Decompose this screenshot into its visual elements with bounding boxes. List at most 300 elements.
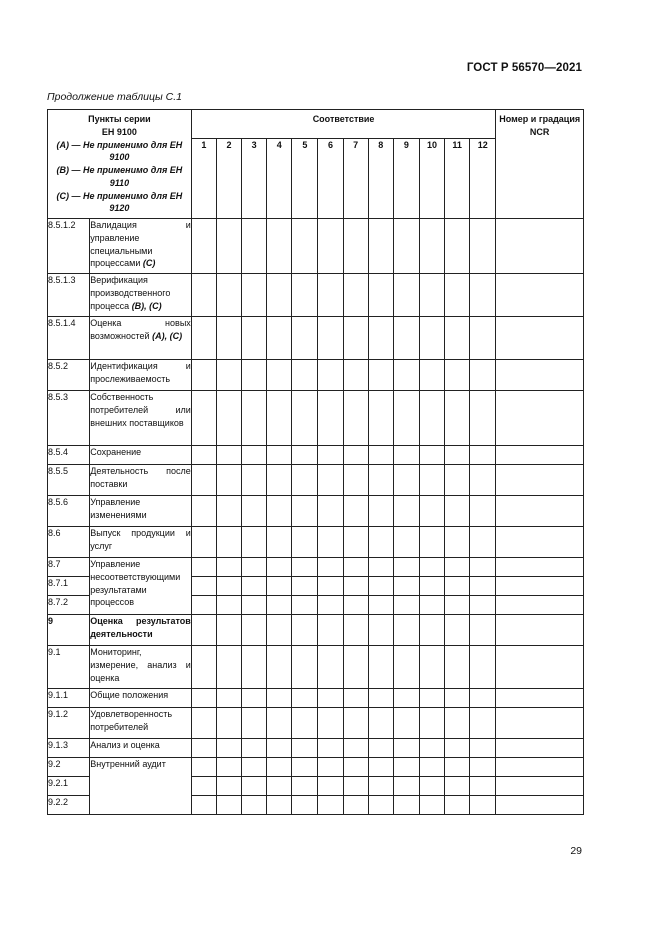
compliance-cell[interactable] [191,796,216,815]
compliance-cell[interactable] [267,577,292,596]
compliance-cell[interactable] [292,317,318,360]
compliance-cell[interactable] [419,708,444,739]
compliance-cell[interactable] [242,446,267,465]
ncr-cell[interactable] [496,796,584,815]
compliance-cell[interactable] [216,496,241,527]
compliance-cell[interactable] [216,596,241,615]
compliance-cell[interactable] [216,615,241,646]
compliance-cell[interactable] [368,615,393,646]
table-caption: Продолжение таблицы С.1 [47,91,182,103]
clause-title [90,391,192,446]
compliance-cell[interactable] [368,777,393,796]
column-number: 12 [470,139,496,219]
compliance-cell[interactable] [470,527,496,558]
compliance-cell[interactable] [191,615,216,646]
compliance-cell[interactable] [318,446,343,465]
compliance-cell[interactable] [191,577,216,596]
compliance-cell[interactable] [419,219,444,274]
compliance-cell[interactable] [343,577,368,596]
compliance-cell[interactable] [419,558,444,577]
compliance-cell[interactable] [419,274,444,317]
compliance-cell[interactable] [470,360,496,391]
compliance-cell[interactable] [267,360,292,391]
compliance-cell[interactable] [267,596,292,615]
compliance-cell[interactable] [445,446,470,465]
ncr-cell[interactable] [496,317,584,360]
compliance-cell[interactable] [445,777,470,796]
compliance-cell[interactable] [393,527,419,558]
compliance-cell[interactable] [292,758,318,777]
compliance-cell[interactable] [191,558,216,577]
compliance-cell[interactable] [419,739,444,758]
compliance-cell[interactable] [343,465,368,496]
ncr-cell[interactable] [496,689,584,708]
header-note-a: (A) — Не применимо для ЕН 9100 [56,139,183,163]
compliance-cell[interactable] [343,689,368,708]
compliance-cell[interactable] [470,758,496,777]
compliance-cell[interactable] [343,317,368,360]
compliance-cell[interactable] [419,527,444,558]
compliance-cell[interactable] [445,758,470,777]
compliance-cell[interactable] [368,496,393,527]
compliance-cell[interactable] [445,391,470,446]
compliance-cell[interactable] [318,391,343,446]
compliance-cell[interactable] [267,796,292,815]
compliance-cell[interactable] [318,317,343,360]
clause-number: 8.5.6 [48,496,90,527]
ncr-cell[interactable] [496,496,584,527]
compliance-cell[interactable] [242,465,267,496]
compliance-cell[interactable] [368,465,393,496]
compliance-cell[interactable] [242,527,267,558]
compliance-cell[interactable] [292,558,318,577]
compliance-cell[interactable] [393,777,419,796]
ncr-cell[interactable] [496,274,584,317]
compliance-cell[interactable] [368,391,393,446]
compliance-cell[interactable] [393,646,419,689]
compliance-cell[interactable] [242,317,267,360]
compliance-cell[interactable] [242,558,267,577]
compliance-cell[interactable] [445,317,470,360]
clause-number: 8.6 [48,527,90,558]
compliance-cell[interactable] [368,360,393,391]
compliance-cell[interactable] [318,596,343,615]
compliance-cell[interactable] [419,758,444,777]
compliance-cell[interactable] [292,527,318,558]
compliance-cell[interactable] [292,496,318,527]
compliance-cell[interactable] [393,758,419,777]
compliance-cell[interactable] [419,496,444,527]
compliance-cell[interactable] [242,391,267,446]
compliance-cell[interactable] [318,758,343,777]
compliance-cell[interactable] [267,708,292,739]
compliance-cell[interactable] [419,646,444,689]
compliance-cell[interactable] [470,496,496,527]
ncr-cell[interactable] [496,577,584,596]
compliance-cell[interactable] [445,496,470,527]
compliance-cell[interactable] [292,596,318,615]
clause-title-text: Внутренний аудит [90,759,166,770]
compliance-cell[interactable] [292,465,318,496]
compliance-cell[interactable] [267,758,292,777]
compliance-cell[interactable] [419,465,444,496]
compliance-cell[interactable] [292,274,318,317]
compliance-cell[interactable] [267,558,292,577]
table-row [48,465,584,496]
ncr-cell[interactable] [496,360,584,391]
clause-number: 9.2.2 [48,796,90,815]
table-row [48,446,584,465]
clause-number: 8.5.1.2 [48,219,90,274]
compliance-cell[interactable] [393,689,419,708]
ncr-cell[interactable] [496,596,584,615]
compliance-cell[interactable] [191,360,216,391]
compliance-cell[interactable] [242,689,267,708]
compliance-cell[interactable] [242,758,267,777]
standard-code: ГОСТ Р 56570—2021 [466,62,582,74]
compliance-cell[interactable] [242,615,267,646]
compliance-cell[interactable] [470,689,496,708]
compliance-cell[interactable] [419,615,444,646]
compliance-cell[interactable] [393,496,419,527]
compliance-cell[interactable] [267,317,292,360]
compliance-cell[interactable] [242,577,267,596]
compliance-cell[interactable] [470,646,496,689]
compliance-cell[interactable] [216,558,241,577]
compliance-cell[interactable] [292,577,318,596]
clause-title [90,446,192,465]
compliance-cell[interactable] [216,708,241,739]
compliance-cell[interactable] [445,689,470,708]
column-number: 9 [393,139,419,219]
column-number: 4 [267,139,292,219]
compliance-cell[interactable] [191,219,216,274]
compliance-cell[interactable] [368,739,393,758]
compliance-cell[interactable] [242,596,267,615]
compliance-cell[interactable] [267,527,292,558]
clause-title [90,465,192,496]
compliance-cell[interactable] [470,465,496,496]
compliance-cell[interactable] [318,577,343,596]
compliance-cell[interactable] [318,615,343,646]
compliance-cell[interactable] [393,446,419,465]
compliance-cell[interactable] [470,708,496,739]
compliance-cell[interactable] [445,577,470,596]
compliance-cell[interactable] [470,615,496,646]
compliance-cell[interactable] [343,758,368,777]
table-row [48,558,584,577]
ncr-cell[interactable] [496,777,584,796]
header-note-b: (B) — Не применимо для ЕН 9110 [56,165,183,188]
compliance-cell[interactable] [267,219,292,274]
compliance-cell[interactable] [242,708,267,739]
compliance-cell[interactable] [318,689,343,708]
compliance-cell[interactable] [318,496,343,527]
compliance-cell[interactable] [470,777,496,796]
compliance-cell[interactable] [191,391,216,446]
column-number: 5 [292,139,318,219]
compliance-cell[interactable] [191,596,216,615]
compliance-cell[interactable] [470,739,496,758]
ncr-cell[interactable] [496,558,584,577]
compliance-cell[interactable] [393,558,419,577]
compliance-cell[interactable] [368,219,393,274]
compliance-cell[interactable] [343,219,368,274]
compliance-cell[interactable] [191,758,216,777]
compliance-cell[interactable] [318,646,343,689]
compliance-cell[interactable] [470,596,496,615]
compliance-cell[interactable] [318,777,343,796]
compliance-cell[interactable] [216,360,241,391]
compliance-cell[interactable] [216,446,241,465]
compliance-cell[interactable] [267,615,292,646]
ncr-cell[interactable] [496,615,584,646]
compliance-cell[interactable] [445,646,470,689]
compliance-cell[interactable] [216,317,241,360]
compliance-cell[interactable] [242,646,267,689]
compliance-cell[interactable] [419,317,444,360]
compliance-cell[interactable] [343,739,368,758]
compliance-cell[interactable] [368,758,393,777]
compliance-cell[interactable] [368,274,393,317]
compliance-cell[interactable] [393,577,419,596]
compliance-cell[interactable] [343,615,368,646]
compliance-cell[interactable] [343,777,368,796]
compliance-cell[interactable] [343,558,368,577]
compliance-cell[interactable] [318,558,343,577]
compliance-cell[interactable] [368,446,393,465]
compliance-cell[interactable] [445,615,470,646]
compliance-cell[interactable] [242,360,267,391]
compliance-cell[interactable] [393,274,419,317]
compliance-cell[interactable] [191,274,216,317]
compliance-cell[interactable] [292,777,318,796]
compliance-table [47,109,584,815]
compliance-cell[interactable] [292,615,318,646]
clause-title-text: Собственность потребителей или внешних поставщиков [90,392,191,428]
compliance-cell[interactable] [343,274,368,317]
compliance-cell[interactable] [470,219,496,274]
compliance-cell[interactable] [216,391,241,446]
compliance-cell[interactable] [216,739,241,758]
clause-title-text: Оценка результатов деятельности [90,616,191,639]
compliance-cell[interactable] [445,465,470,496]
clause-title-text: Мониторинг, измерение, анализ и оценка [90,647,191,683]
compliance-cell[interactable] [292,219,318,274]
compliance-cell[interactable] [216,527,241,558]
compliance-cell[interactable] [393,391,419,446]
compliance-cell[interactable] [191,689,216,708]
compliance-cell[interactable] [267,496,292,527]
ncr-cell[interactable] [496,391,584,446]
clause-title [90,527,192,558]
compliance-cell[interactable] [445,360,470,391]
clause-number: 8.7.1 [48,577,90,596]
compliance-cell[interactable] [318,708,343,739]
compliance-cell[interactable] [216,577,241,596]
ncr-cell[interactable] [496,446,584,465]
header-ncr: Номер и градация NCR [496,110,584,219]
compliance-cell[interactable] [292,796,318,815]
compliance-cell[interactable] [267,739,292,758]
header-items-line: Пункты серии [88,114,151,124]
compliance-cell[interactable] [292,646,318,689]
ncr-cell[interactable] [496,219,584,274]
clause-number: 9.1.1 [48,689,90,708]
compliance-cell[interactable] [267,646,292,689]
clause-title-text: Сохранение [90,447,142,458]
compliance-cell[interactable] [368,796,393,815]
compliance-cell[interactable] [445,708,470,739]
compliance-cell[interactable] [191,465,216,496]
compliance-cell[interactable] [343,708,368,739]
compliance-cell[interactable] [267,446,292,465]
compliance-cell[interactable] [191,708,216,739]
compliance-cell[interactable] [393,596,419,615]
compliance-cell[interactable] [393,615,419,646]
compliance-cell[interactable] [419,577,444,596]
compliance-cell[interactable] [393,796,419,815]
compliance-cell[interactable] [191,317,216,360]
compliance-cell[interactable] [267,465,292,496]
compliance-cell[interactable] [191,527,216,558]
compliance-cell[interactable] [267,689,292,708]
compliance-cell[interactable] [445,739,470,758]
compliance-cell[interactable] [368,596,393,615]
compliance-cell[interactable] [343,596,368,615]
compliance-cell[interactable] [445,558,470,577]
compliance-cell[interactable] [267,391,292,446]
compliance-cell[interactable] [445,219,470,274]
table-row [48,689,584,708]
compliance-cell[interactable] [343,796,368,815]
compliance-cell[interactable] [318,219,343,274]
compliance-cell[interactable] [470,558,496,577]
compliance-cell[interactable] [368,317,393,360]
compliance-cell[interactable] [343,496,368,527]
compliance-cell[interactable] [368,577,393,596]
ncr-cell[interactable] [496,527,584,558]
compliance-cell[interactable] [470,391,496,446]
compliance-cell[interactable] [343,527,368,558]
compliance-cell[interactable] [419,596,444,615]
compliance-cell[interactable] [419,391,444,446]
compliance-cell[interactable] [393,360,419,391]
clause-number: 8.5.1.4 [48,317,90,360]
column-number: 11 [445,139,470,219]
compliance-cell[interactable] [318,796,343,815]
compliance-cell[interactable] [368,708,393,739]
clause-number: 9.1.2 [48,708,90,739]
compliance-cell[interactable] [343,360,368,391]
compliance-cell[interactable] [242,777,267,796]
compliance-cell[interactable] [368,646,393,689]
compliance-cell[interactable] [242,496,267,527]
compliance-cell[interactable] [216,689,241,708]
compliance-cell[interactable] [419,360,444,391]
ncr-cell[interactable] [496,465,584,496]
compliance-cell[interactable] [445,527,470,558]
compliance-cell[interactable] [368,527,393,558]
compliance-cell[interactable] [216,758,241,777]
ncr-cell[interactable] [496,739,584,758]
compliance-cell[interactable] [470,274,496,317]
clause-title-text: Общие положения [90,690,169,701]
compliance-cell[interactable] [216,796,241,815]
compliance-cell[interactable] [318,465,343,496]
compliance-cell[interactable] [191,777,216,796]
compliance-cell[interactable] [318,739,343,758]
clause-number: 8.5.5 [48,465,90,496]
table-row [48,758,584,777]
compliance-cell[interactable] [267,777,292,796]
compliance-cell[interactable] [470,446,496,465]
compliance-cell[interactable] [292,689,318,708]
ncr-cell[interactable] [496,646,584,689]
ncr-cell[interactable] [496,708,584,739]
compliance-cell[interactable] [318,527,343,558]
compliance-cell[interactable] [242,274,267,317]
compliance-cell[interactable] [216,777,241,796]
compliance-cell[interactable] [393,219,419,274]
compliance-cell[interactable] [292,446,318,465]
compliance-cell[interactable] [216,274,241,317]
clause-title-text: Удовлетворенность потребителей [90,709,173,732]
compliance-cell[interactable] [267,274,292,317]
compliance-cell[interactable] [191,446,216,465]
compliance-cell[interactable] [216,646,241,689]
compliance-cell[interactable] [368,689,393,708]
compliance-cell[interactable] [191,646,216,689]
clause-number: 8.5.3 [48,391,90,446]
compliance-cell[interactable] [318,274,343,317]
compliance-cell[interactable] [368,558,393,577]
compliance-cell[interactable] [445,596,470,615]
compliance-cell[interactable] [445,796,470,815]
compliance-cell[interactable] [292,708,318,739]
compliance-cell[interactable] [292,739,318,758]
compliance-cell[interactable] [419,777,444,796]
compliance-cell[interactable] [216,219,241,274]
compliance-cell[interactable] [470,577,496,596]
compliance-cell[interactable] [393,465,419,496]
compliance-cell[interactable] [318,360,343,391]
compliance-cell[interactable] [445,274,470,317]
compliance-cell[interactable] [191,739,216,758]
compliance-cell[interactable] [393,708,419,739]
compliance-cell[interactable] [216,465,241,496]
compliance-cell[interactable] [343,446,368,465]
compliance-cell[interactable] [242,796,267,815]
compliance-cell[interactable] [470,796,496,815]
compliance-cell[interactable] [343,391,368,446]
compliance-cell[interactable] [393,739,419,758]
compliance-cell[interactable] [292,360,318,391]
compliance-cell[interactable] [292,391,318,446]
compliance-cell[interactable] [393,317,419,360]
header-items-line: ЕН 9100 [101,126,137,137]
compliance-cell[interactable] [242,219,267,274]
compliance-cell[interactable] [242,739,267,758]
compliance-cell[interactable] [419,796,444,815]
compliance-cell[interactable] [419,446,444,465]
clause-number: 9.1 [48,646,90,689]
ncr-cell[interactable] [496,758,584,777]
compliance-cell[interactable] [419,689,444,708]
compliance-cell[interactable] [343,646,368,689]
compliance-cell[interactable] [191,496,216,527]
compliance-cell[interactable] [470,317,496,360]
